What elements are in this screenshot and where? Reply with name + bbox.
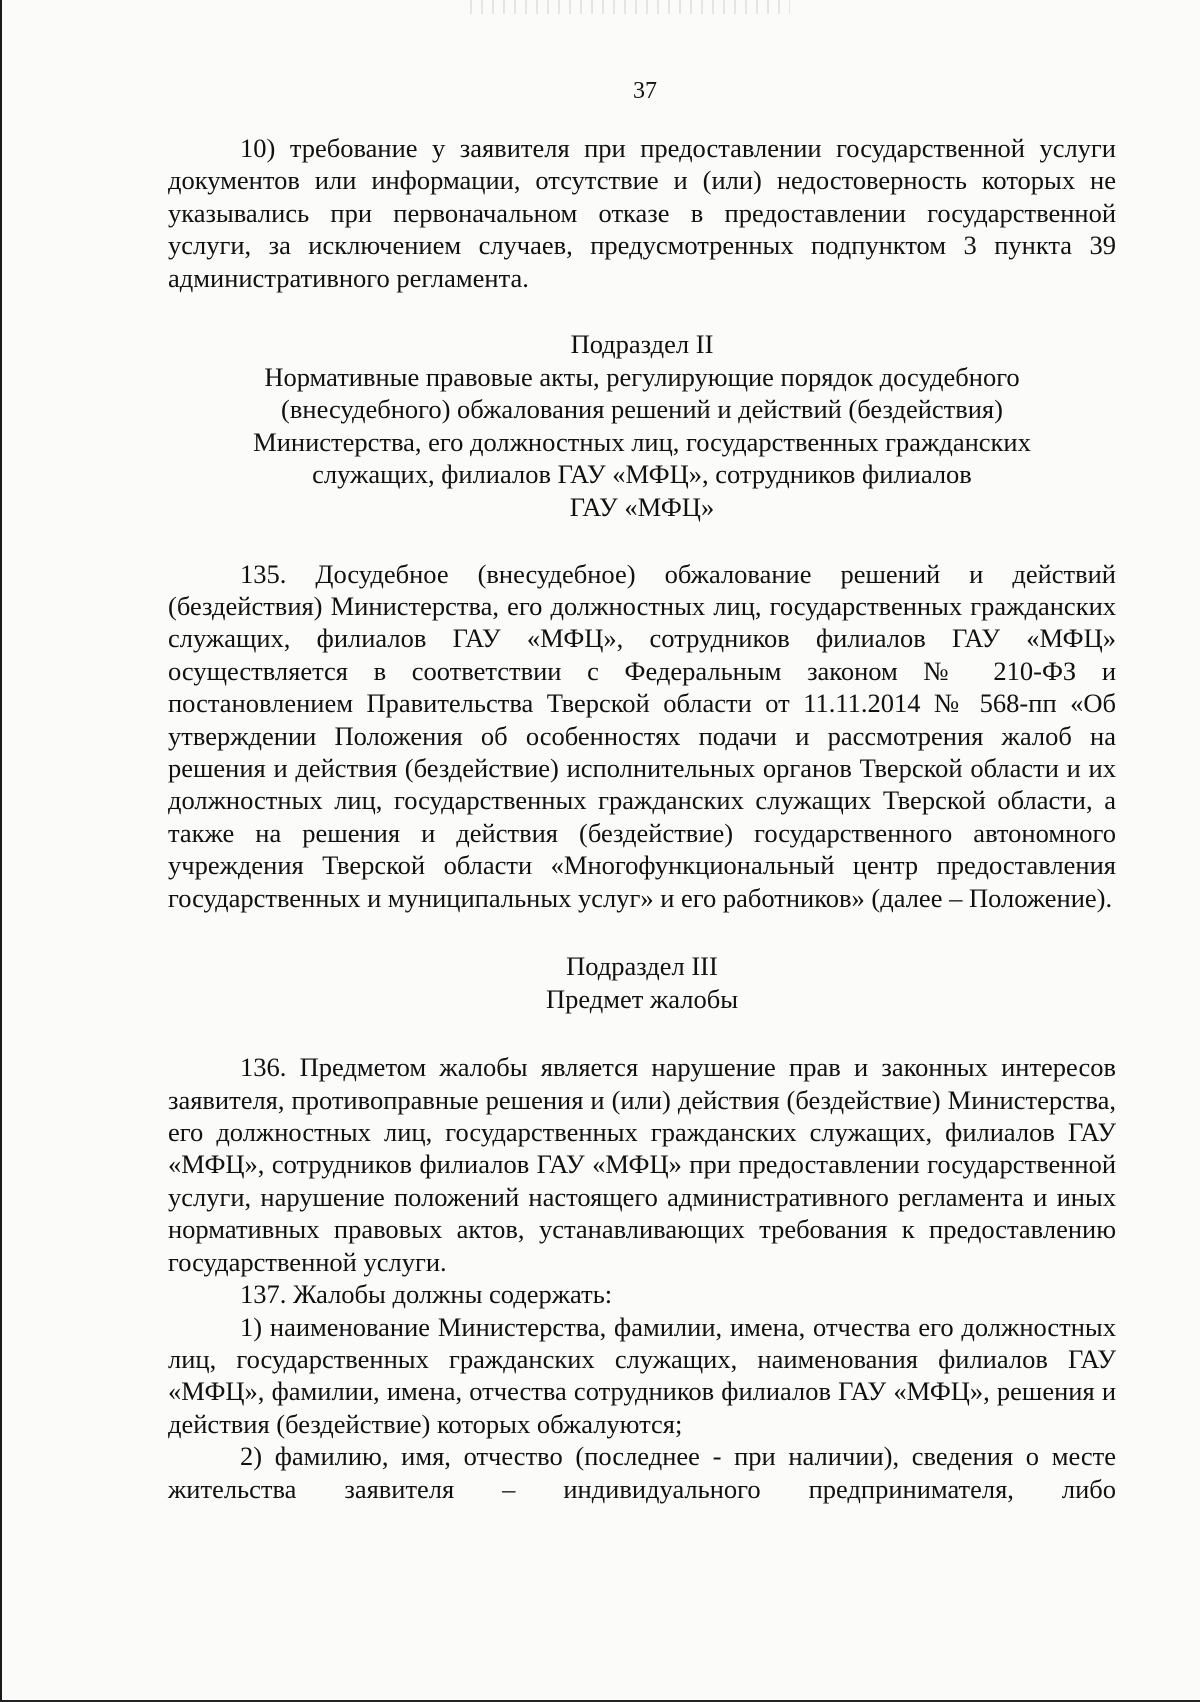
scan-left-edge — [0, 0, 2, 1702]
subsection-3-number: Подраздел III — [566, 951, 718, 982]
paragraph-136: 136. Предметом жалобы является нарушение прав и законных интересов заявителя, противоправные решения и (или) действия (бездействие) Министерства, его должностных лиц, государственных гражданских служащих, филиалов ГАУ «МФЦ», сотрудников филиалов ГАУ «МФЦ» при предоставлении государственной услуги, нарушение положений настоящего административного регламента и иных нормативных правовых актов, устанавливающих требования к предоставлению государственной услуги. — [168, 1052, 1116, 1277]
paragraph-137-item-1: 1) наименование Министерства, фамилии, имена, отчества его должностных лиц, государственных гражданских служащих, наименования филиалов ГАУ «МФЦ», фамилии, имена, отчества сотрудников филиалов ГАУ «МФЦ», решения и действия (бездействие) которых обжалуются; — [168, 1311, 1116, 1439]
paragraph-135: 135. Досудебное (внесудебное) обжалование решений и действий (бездействия) Министерства, его должностных лиц, государственных гражданских служащих, филиалов ГАУ «МФЦ», сотрудников филиалов ГАУ «МФЦ» осуществляется в соответствии с Федеральным законом № 210-ФЗ и постановлением Правительства Тверской области от 11.11.2014 № 568-пп «Об утверждении Положения об особенностях подачи и рассмотрения жалоб на решения и действия (бездействие) исполнительных органов Тверской области и их должностных лиц, государственных гражданских служащих Тверской области, а также на решения и действия (бездействие) государственного автономного учреждения Тверской области «Многофункциональный центр предоставления государственных и муниципальных услуг» и его работников» (далее – Положение). — [168, 558, 1116, 913]
subsection-3-title: Предмет жалобы — [545, 983, 739, 1014]
scan-artifacts — [470, 0, 790, 14]
subsection-2-heading — [168, 328, 1116, 524]
paragraph-137: 137. Жалобы должны содержать: — [240, 1279, 613, 1310]
subsection-2-title-line: Нормативные правовые акты, регулирующие порядок досудебного — [264, 361, 1020, 392]
paragraph-137-item-2: 2) фамилию, имя, отчество (последнее - при наличии), сведения о месте жительства заявителя – индивидуального предпринимателя, либо — [168, 1441, 1116, 1504]
subsection-2-title-line: (внесудебного) обжалования решений и действий (бездействия) — [281, 394, 1003, 425]
subsection-2-title-line: Министерства, его должностных лиц, государственных гражданских — [253, 426, 1031, 457]
subsection-3-heading — [168, 950, 1116, 1015]
page-number: 37 — [633, 78, 657, 104]
paragraph-10: 10) требование у заявителя при предоставлении государственной услуги документов или информации, отсутствие и (или) недостоверность которых не указывались при первоначальном отказе в предоставлении государственной услуги, за исключением случаев, предусмотренных подпунктом 3 пункта 39 административного регламента. — [168, 133, 1116, 293]
subsection-2-number: Подраздел II — [570, 329, 714, 360]
subsection-2-title-line: служащих, филиалов ГАУ «МФЦ», сотрудников филиалов — [312, 459, 972, 490]
subsection-2-title-line: ГАУ «МФЦ» — [569, 492, 715, 522]
document-body — [168, 132, 1116, 1505]
